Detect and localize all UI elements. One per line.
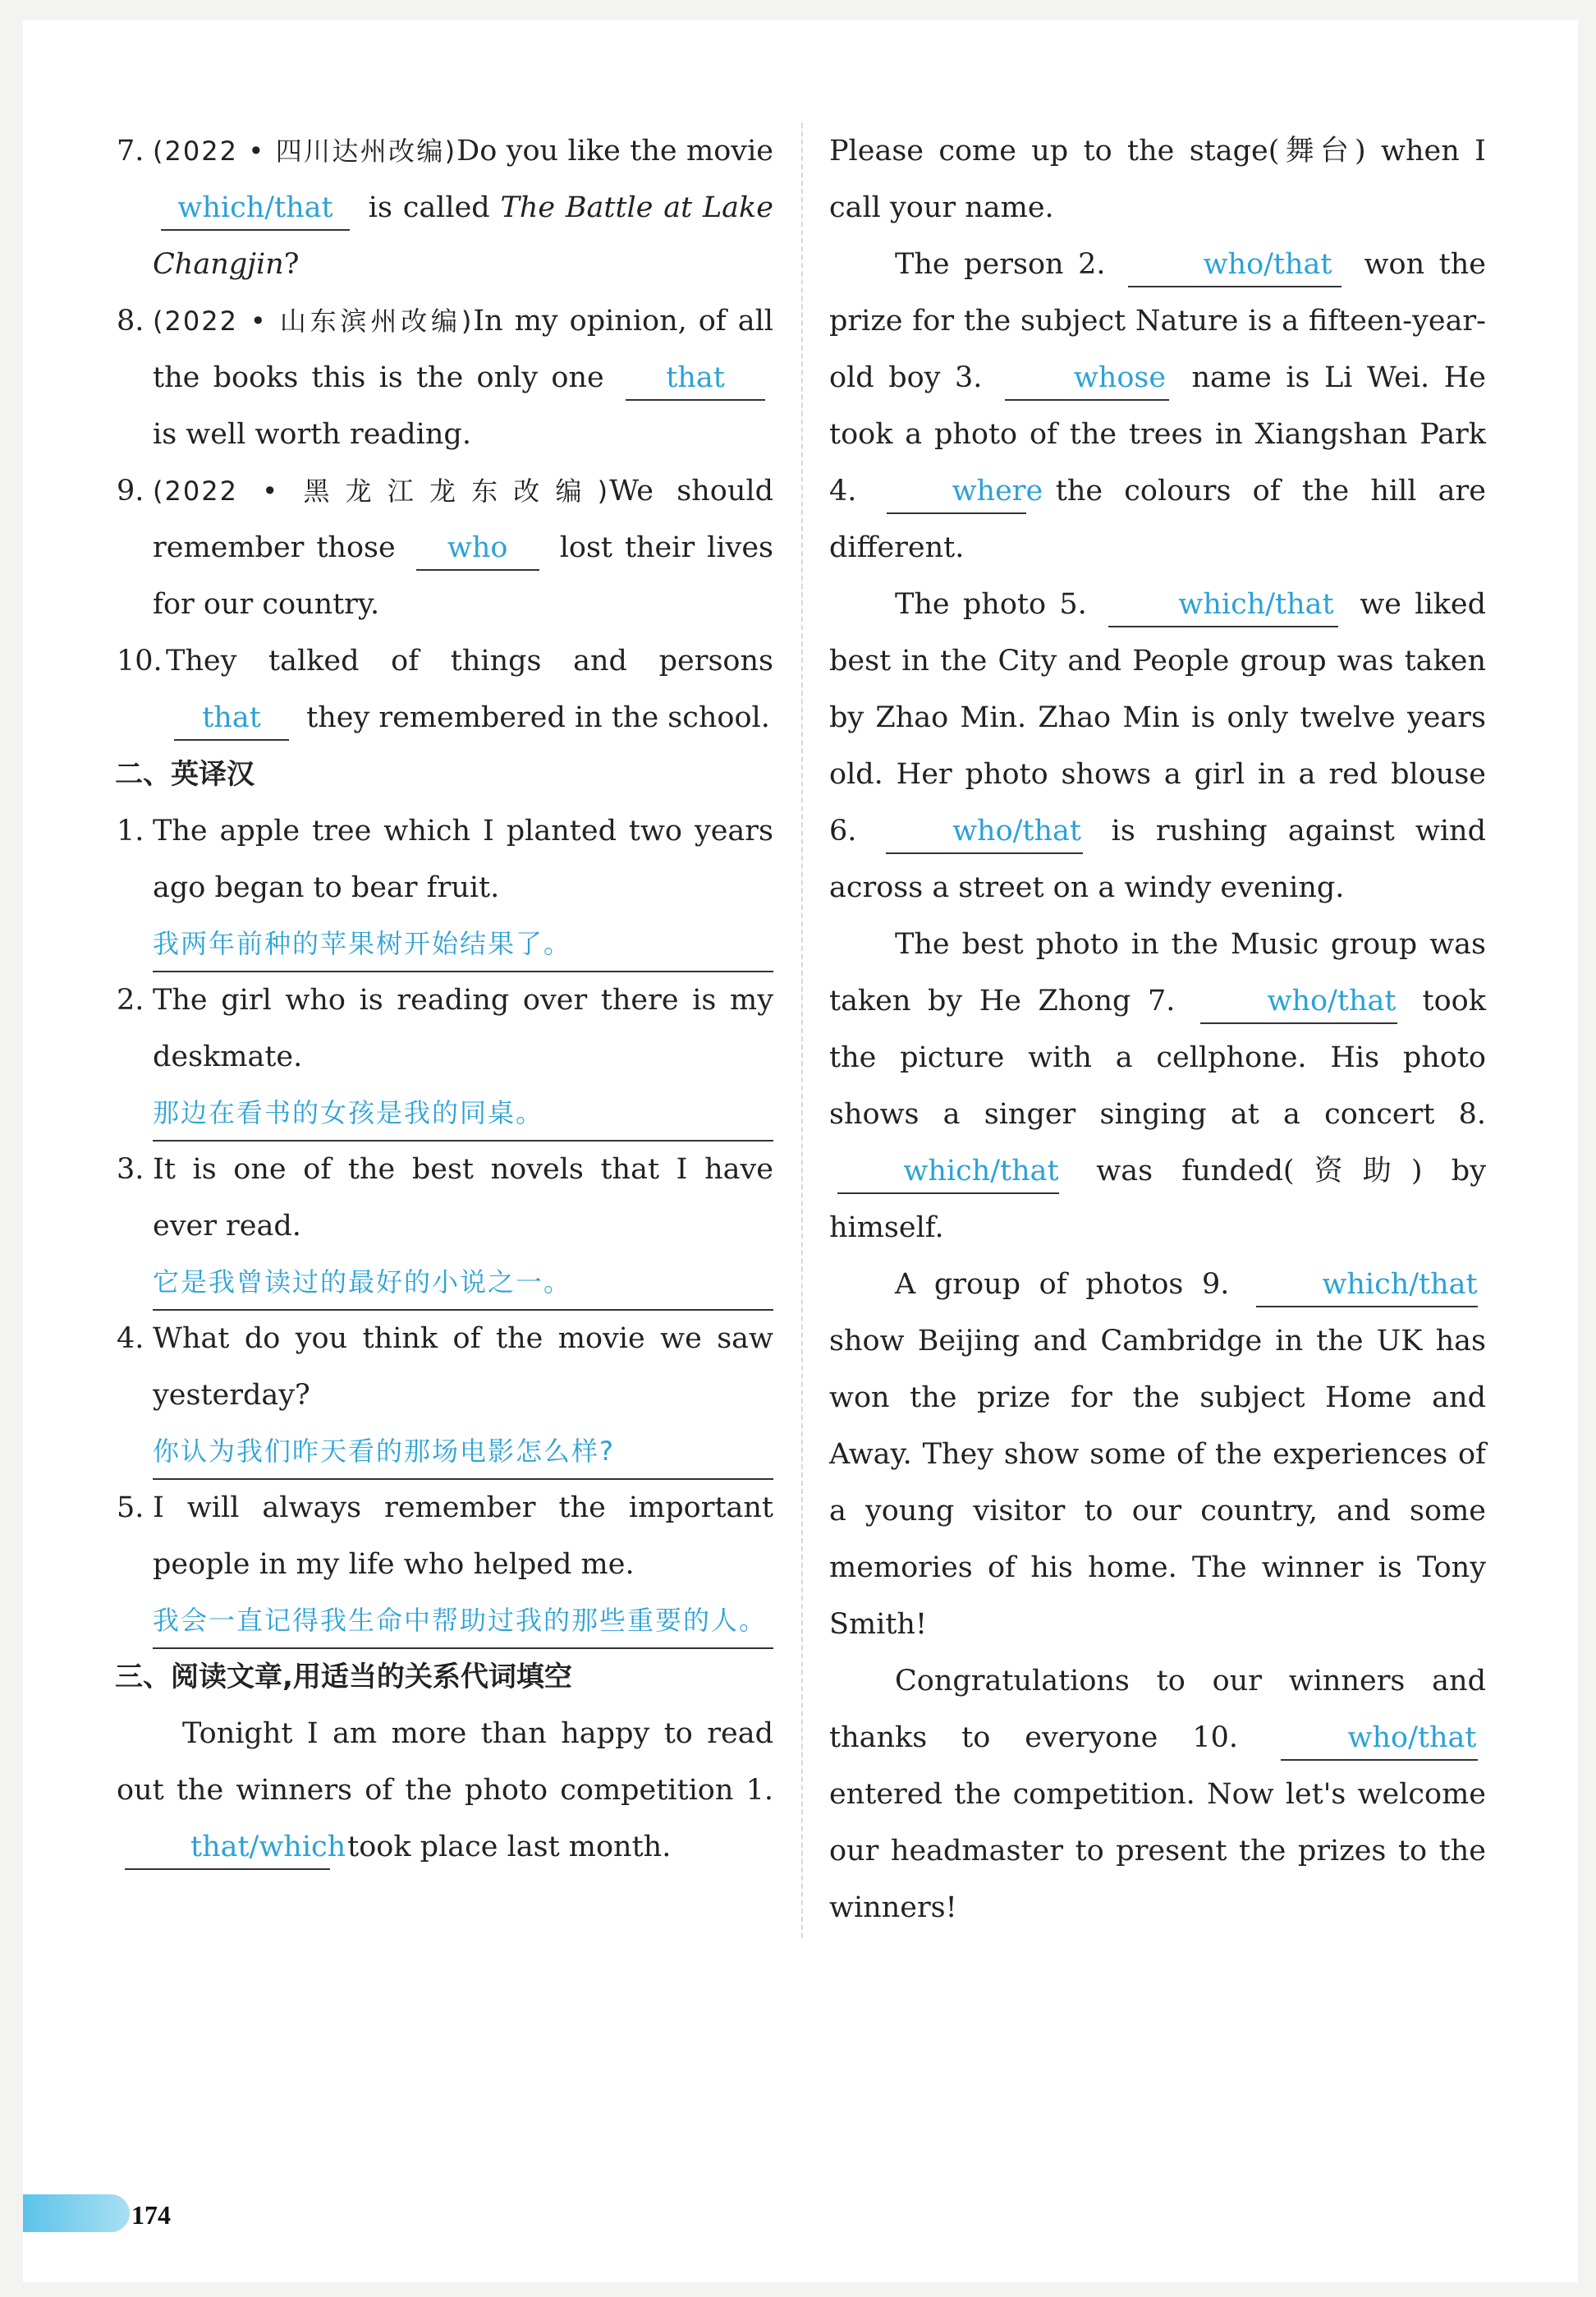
reading-text: Congratulations to our winners and thanks to everyone 10. xyxy=(829,1665,1486,1754)
question-text: is called xyxy=(368,191,490,224)
question-number: 9. xyxy=(117,475,144,508)
item-number: 5. xyxy=(117,1491,144,1524)
question-8 xyxy=(117,293,773,463)
answer-blank: who/that xyxy=(1128,243,1341,287)
reading-text: entered the competition. Now let's welcome our headmaster to present the prizes to the winners! xyxy=(829,1778,1486,1924)
question-source: (2022 • 黑龙江龙东改编) xyxy=(153,475,610,507)
question-text: is well worth reading. xyxy=(153,418,471,451)
question-text: We should remember those xyxy=(153,475,773,564)
question-text: they remembered in the school. xyxy=(306,701,770,734)
question-text: Do you like the movie xyxy=(456,135,773,168)
question-text: lost their lives for our country. xyxy=(153,531,773,621)
reading-text: the colours of the hill are different. xyxy=(829,475,1486,564)
reading-paragraph xyxy=(829,917,1486,1256)
chinese-answer: 我会一直记得我生命中帮助过我的那些重要的人。 xyxy=(153,1593,773,1649)
reading-text: name is Li Wei. He took a photo of the trees in Xiangshan Park 4. xyxy=(829,361,1486,508)
answer-blank: which/that xyxy=(1256,1263,1478,1307)
item-number: 3. xyxy=(117,1153,144,1186)
english-sentence: What do you think of the movie we saw yesterday? xyxy=(153,1322,773,1412)
reading-text: was funded(资助) by himself. xyxy=(829,1155,1486,1244)
question-9 xyxy=(117,463,773,633)
answer-blank: who/that xyxy=(1281,1716,1478,1761)
question-number: 7. xyxy=(117,135,144,168)
reading-text: show Beijing and Cambridge in the UK has won the prize for the subject Home and Away. They show some of the experiences of a young visitor to our country, and some memories of his home. The winner is Tony Smith! xyxy=(829,1325,1486,1641)
right-column xyxy=(829,123,1486,1936)
question-source: (2022 • 四川达州改编) xyxy=(153,136,457,167)
translation-item-4 xyxy=(117,1311,773,1480)
answer-blank: that xyxy=(626,356,765,401)
section-title-reading: 三、阅读文章,用适当的关系代词填空 xyxy=(115,1661,572,1693)
page-number: 174 xyxy=(131,2200,171,2230)
answer-blank: who xyxy=(416,526,539,571)
translation-item-5 xyxy=(117,1480,773,1649)
reading-text: took the picture with a cellphone. His photo shows a singer singing at a concert 8. xyxy=(829,985,1486,1131)
answer-blank: who/that xyxy=(886,810,1083,854)
reading-paragraph xyxy=(829,1256,1486,1653)
answer-blank: that/which xyxy=(125,1826,330,1870)
item-number: 2. xyxy=(117,984,144,1017)
reading-text: A group of photos 9. xyxy=(895,1268,1230,1301)
question-number: 8. xyxy=(117,305,144,338)
question-text: ? xyxy=(283,248,300,281)
item-number: 1. xyxy=(117,815,144,848)
reading-paragraph xyxy=(829,577,1486,917)
reading-text: Tonight I am more than happy to read out the winners of the photo competition xyxy=(117,1717,773,1807)
question-source: (2022 • 山东滨州改编) xyxy=(153,306,474,337)
translation-item-2 xyxy=(117,972,773,1142)
chinese-answer: 我两年前种的苹果树开始结果了。 xyxy=(153,917,773,972)
question-number: 10. xyxy=(117,645,163,678)
question-10 xyxy=(117,633,773,747)
translation-item-3 xyxy=(117,1142,773,1311)
question-text: In my opinion, of all the books this is the only one xyxy=(153,305,773,394)
chinese-answer: 那边在看书的女孩是我的同桌。 xyxy=(153,1086,773,1142)
answer-blank: which/that xyxy=(837,1150,1059,1194)
reading-text: The best photo in the Music group was taken by He Zhong 7. xyxy=(829,928,1486,1018)
answer-blank: who/that xyxy=(1200,980,1397,1024)
column-divider xyxy=(801,123,803,1938)
answer-blank: whose xyxy=(1005,356,1169,401)
reading-text: took place last month. xyxy=(347,1831,672,1863)
reading-text: is rushing against wind across a street on a windy evening. xyxy=(829,815,1486,904)
english-sentence: The girl who is reading over there is my deskmate. xyxy=(153,984,773,1073)
reading-text: The person 2. xyxy=(895,248,1106,281)
reading-paragraph xyxy=(829,1653,1486,1936)
english-sentence: I will always remember the important people in my life who helped me. xyxy=(153,1491,773,1581)
chinese-answer: 它是我曾读过的最好的小说之一。 xyxy=(153,1255,773,1311)
english-sentence: It is one of the best novels that I have ever read. xyxy=(153,1153,773,1243)
movie-title: The Battle at Lake Changjin xyxy=(153,191,773,281)
question-text: They talked of things and persons xyxy=(166,645,773,678)
reading-paragraph xyxy=(829,237,1486,577)
question-7 xyxy=(117,123,773,293)
answer-blank: which/that xyxy=(1108,583,1338,627)
page-number-tab xyxy=(23,2194,130,2232)
chinese-answer: 你认为我们昨天看的那场电影怎么样? xyxy=(153,1424,773,1480)
reading-text: we liked best in the City and People group was taken by Zhao Min. Zhao Min is only twelve years old. Her photo shows a girl in a red blouse 6. xyxy=(829,588,1486,848)
reading-paragraph: Please come up to the stage(舞台) when I call your name. xyxy=(829,135,1486,224)
blank-number: 1. xyxy=(745,1774,773,1807)
reading-text: The photo 5. xyxy=(895,588,1087,621)
translation-item-1 xyxy=(117,803,773,972)
answer-blank: which/that xyxy=(161,186,350,231)
section-title-translation: 二、英译汉 xyxy=(115,758,255,791)
answer-blank: where xyxy=(887,470,1026,514)
left-column xyxy=(117,123,773,1876)
reading-text: won the prize for the subject Nature is a fifteen-year-old boy 3. xyxy=(829,248,1486,394)
english-sentence: The apple tree which I planted two years ago began to bear fruit. xyxy=(153,815,773,904)
item-number: 4. xyxy=(117,1322,144,1355)
reading-intro xyxy=(117,1706,773,1876)
answer-blank: that xyxy=(174,696,289,741)
